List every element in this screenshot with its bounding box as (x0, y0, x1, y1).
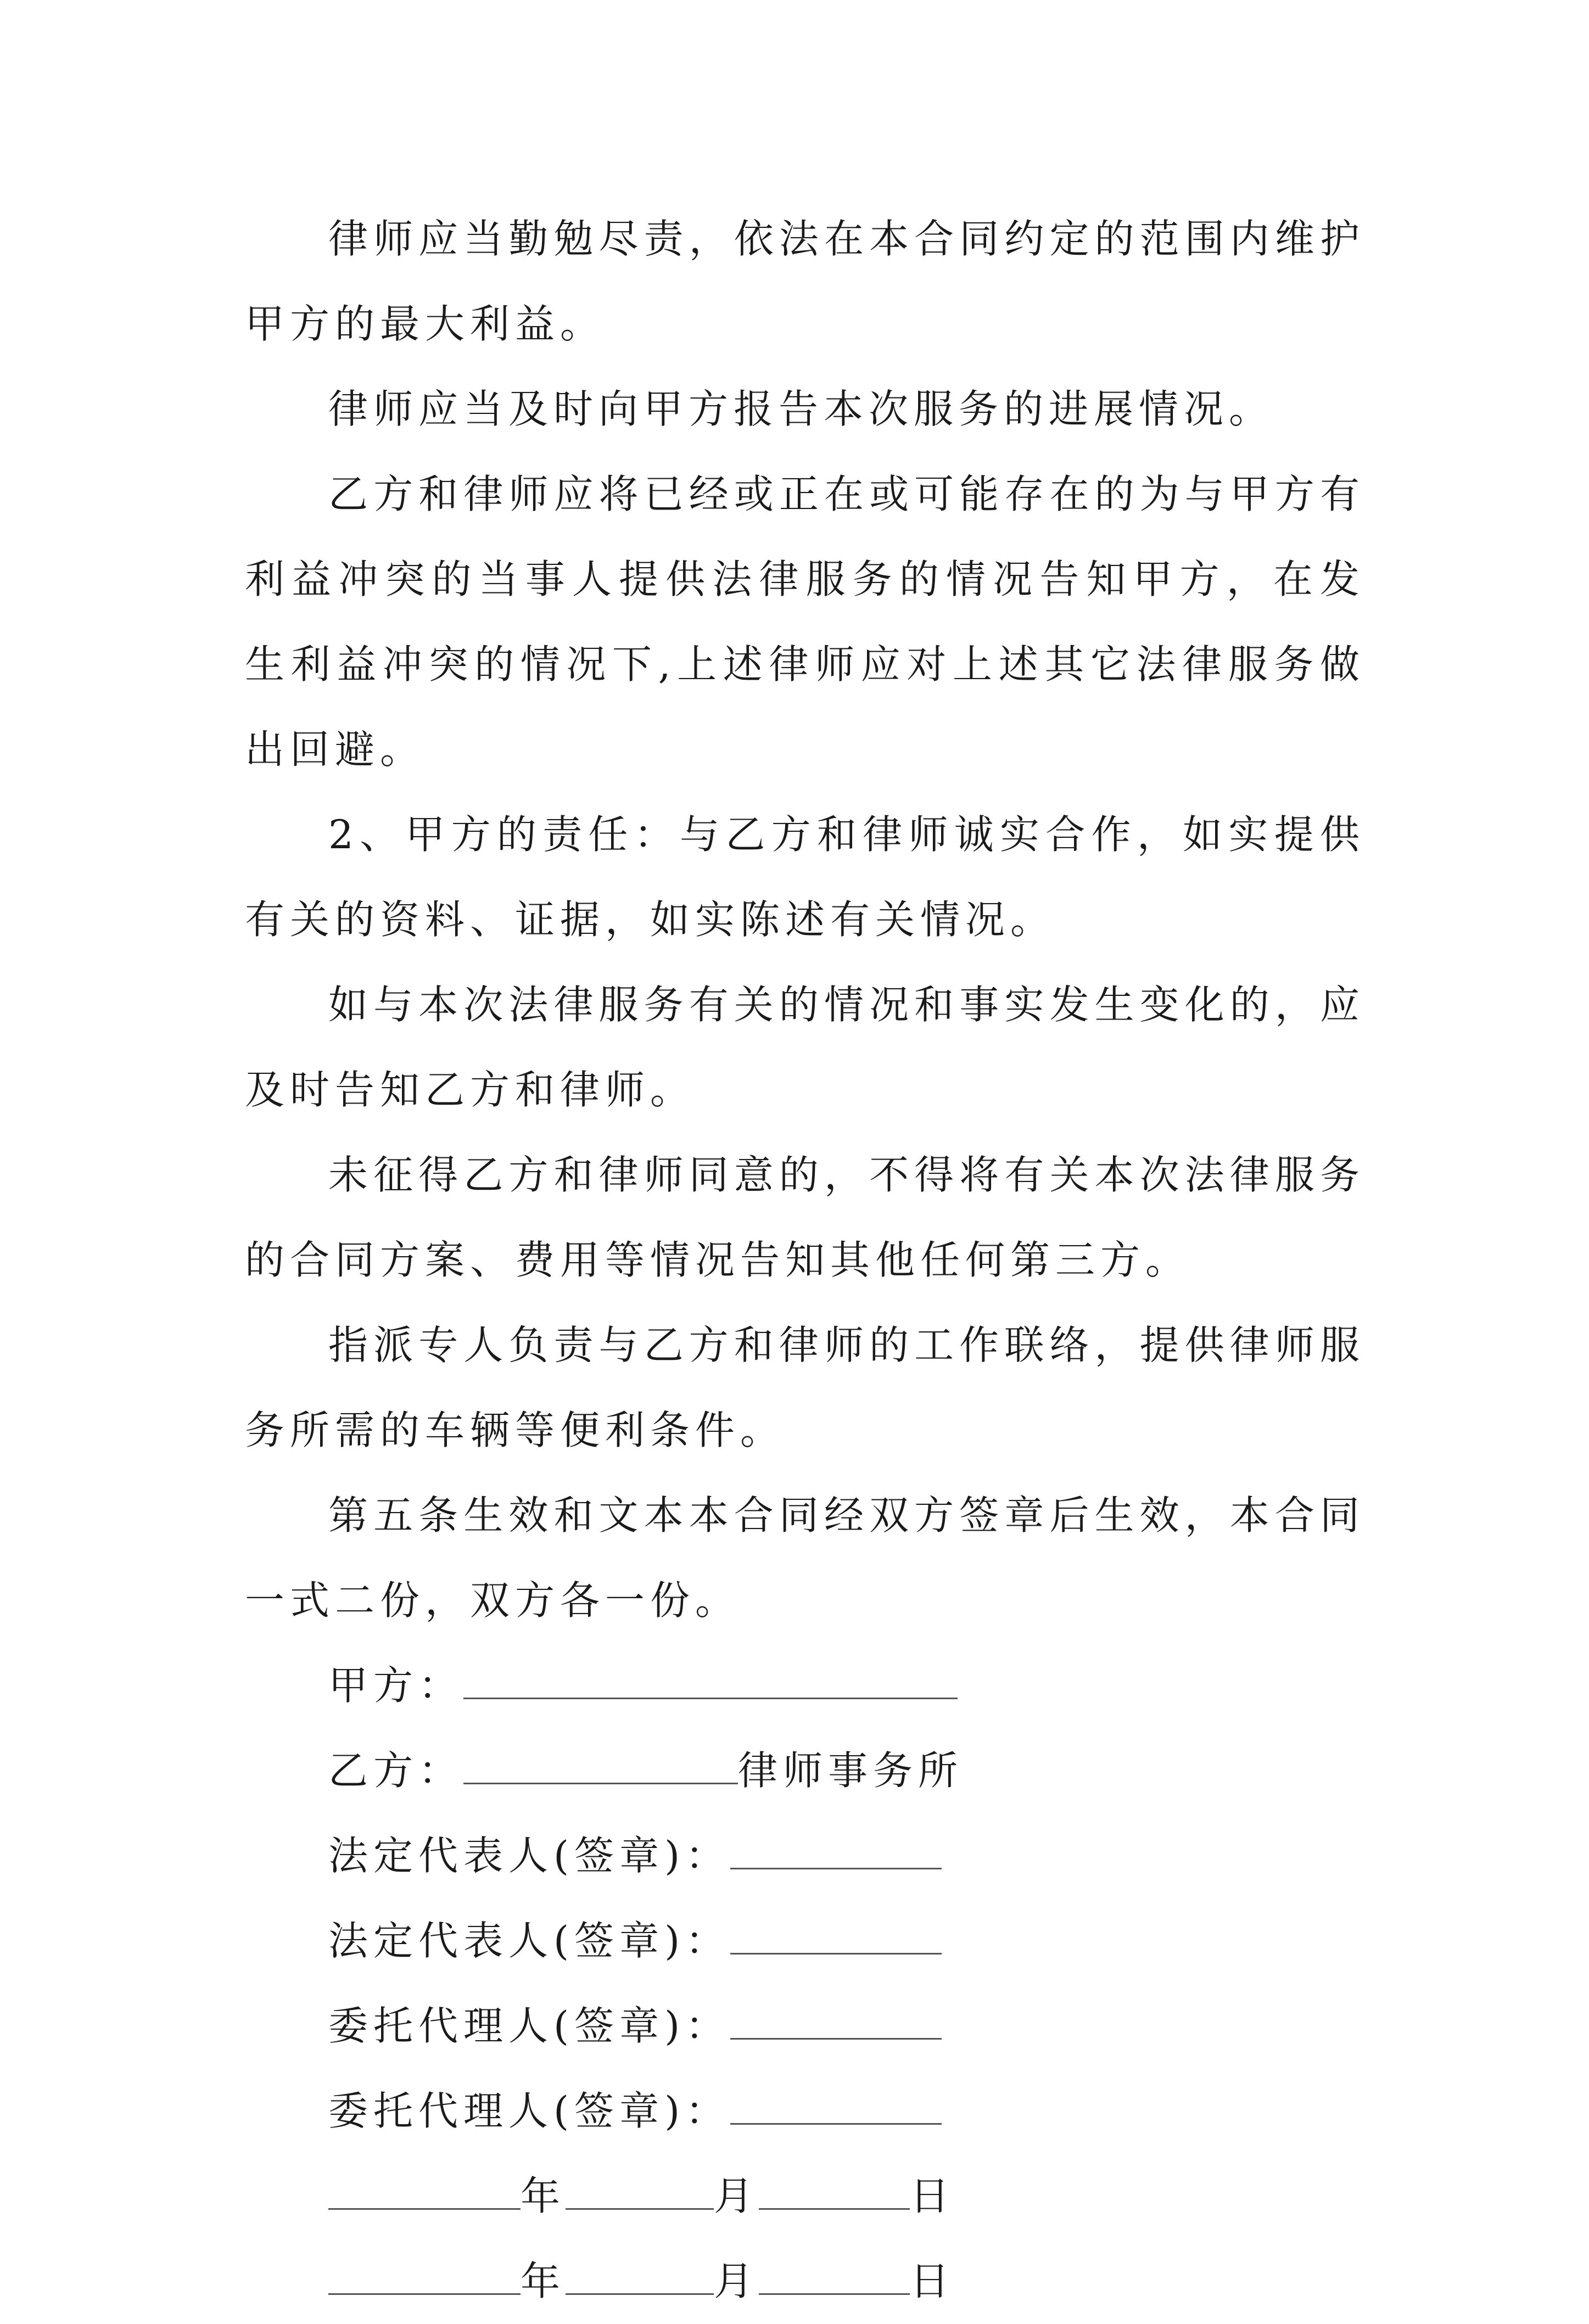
date-line-a (245, 2154, 1365, 2239)
legal-rep-label: 法定代表人(签章)： (328, 1833, 731, 1879)
legal-rep-label: 法定代表人(签章)： (328, 1918, 731, 1964)
day-blank[interactable] (759, 2261, 910, 2295)
year-blank[interactable] (328, 2176, 521, 2210)
paragraph-diligence: 律师应当勤勉尽责，依法在本合同约定的范围内维护甲方的最大利益。 (245, 216, 1365, 347)
paragraph-confidentiality: 未征得乙方和律师同意的，不得将有关本次法律服务的合同方案、费用等情况告知其他任何第三方。 (245, 1152, 1365, 1283)
day-label: 日 (910, 2258, 955, 2304)
party-b-suffix: 律师事务所 (738, 1748, 964, 1794)
agent-blank[interactable] (730, 2091, 942, 2125)
document-body (245, 197, 1365, 2324)
party-a-label: 甲方： (328, 1662, 464, 1709)
paragraph-report-progress: 律师应当及时向甲方报告本次服务的进展情况。 (328, 386, 1274, 432)
paragraph-effectiveness: 第五条生效和文本本合同经双方签章后生效，本合同一式二份，双方各一份。 (245, 1492, 1365, 1623)
year-blank[interactable] (328, 2261, 521, 2295)
month-blank[interactable] (566, 2261, 714, 2295)
signature-block (245, 1643, 1365, 2324)
agent-line-a (245, 1984, 1365, 2069)
year-label: 年 (521, 2258, 566, 2304)
paragraph-liaison: 指派专人负责与乙方和律师的工作联络，提供律师服务所需的车辆等便利条件。 (245, 1322, 1365, 1453)
month-label: 月 (714, 2258, 759, 2304)
month-label: 月 (714, 2173, 759, 2219)
party-a-line (245, 1643, 1365, 1728)
agent-label: 委托代理人(签章)： (328, 2003, 731, 2049)
paragraph-party-a-duty: 2、甲方的责任：与乙方和律师诚实合作，如实提供有关的资料、证据，如实陈述有关情况。 (245, 811, 1365, 943)
month-blank[interactable] (566, 2176, 714, 2210)
day-label: 日 (910, 2173, 955, 2219)
agent-blank[interactable] (730, 2006, 942, 2040)
party-a-blank[interactable] (463, 1666, 958, 1699)
paragraph-conflict-of-interest: 乙方和律师应将已经或正在或可能存在的为与甲方有利益冲突的当事人提供法律服务的情况告知甲方，在发生利益冲突的情况下,上述律师应对上述其它法律服务做出回避。 (245, 471, 1365, 772)
legal-rep-line-a (245, 1813, 1365, 1899)
day-blank[interactable] (759, 2176, 910, 2210)
date-line-b (245, 2239, 1365, 2324)
legal-rep-blank[interactable] (730, 1921, 942, 1955)
agent-line-b (245, 2069, 1365, 2154)
agent-label: 委托代理人(签章)： (328, 2088, 731, 2134)
legal-rep-line-b (245, 1899, 1365, 1984)
legal-rep-blank[interactable] (730, 1836, 942, 1869)
paragraph-notify-changes: 如与本次法律服务有关的情况和事实发生变化的，应及时告知乙方和律师。 (245, 982, 1365, 1113)
year-label: 年 (521, 2173, 566, 2219)
party-b-label: 乙方： (328, 1748, 464, 1794)
party-b-blank[interactable] (463, 1751, 738, 1784)
party-b-line (245, 1728, 1365, 1813)
